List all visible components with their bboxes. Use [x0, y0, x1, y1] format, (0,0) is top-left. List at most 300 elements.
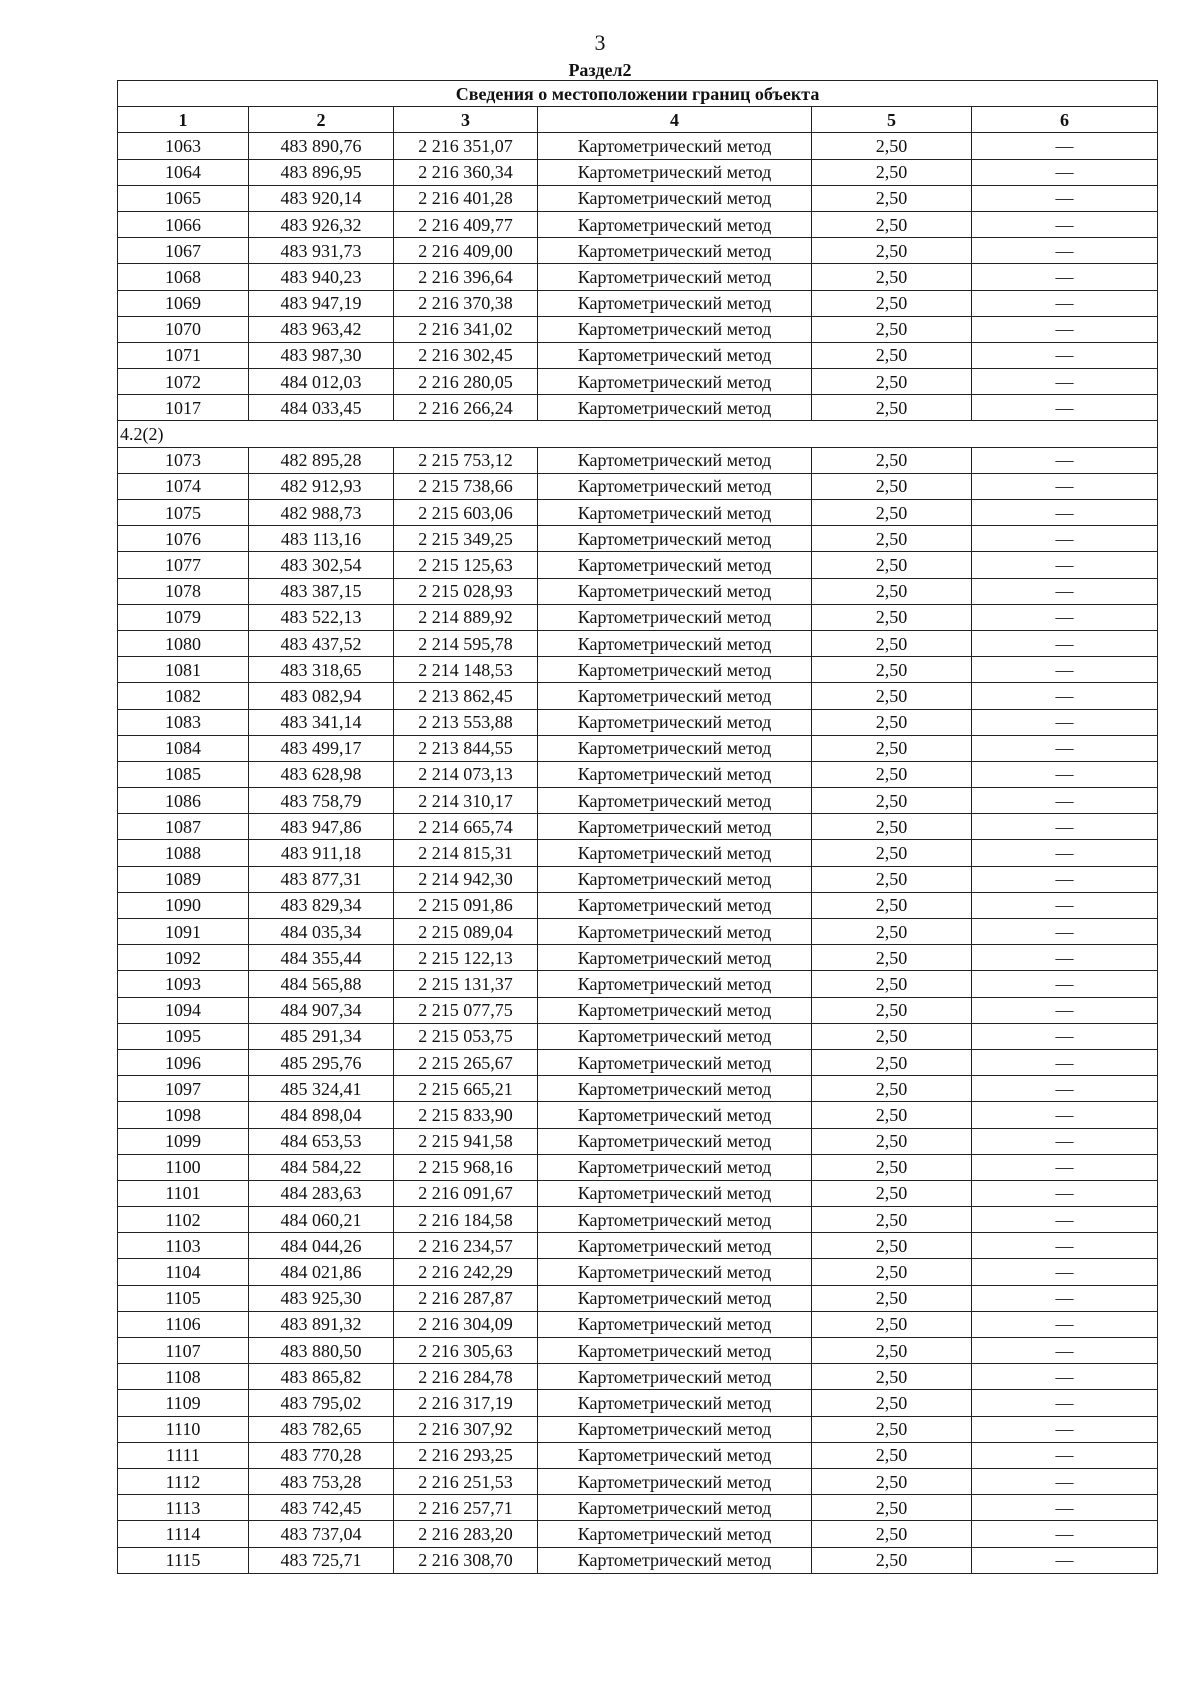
table-cell: 2 216 409,77	[394, 211, 538, 237]
table-cell: —	[972, 735, 1158, 761]
table-row	[118, 1049, 1158, 1075]
table-cell: 2 215 077,75	[394, 997, 538, 1023]
table-row	[118, 1468, 1158, 1494]
table-cell: 484 033,45	[249, 395, 394, 421]
table-cell: Картометрический метод	[538, 1154, 812, 1180]
table-row	[118, 500, 1158, 526]
table-cell: Картометрический метод	[538, 1049, 812, 1075]
table-cell: 1070	[118, 316, 249, 342]
table-row	[118, 1442, 1158, 1468]
table-cell: 2 215 089,04	[394, 919, 538, 945]
table-cell: 1106	[118, 1311, 249, 1337]
table-row	[118, 997, 1158, 1023]
table-cell: 1103	[118, 1233, 249, 1259]
table-cell: 1087	[118, 814, 249, 840]
table-cell: 483 947,19	[249, 290, 394, 316]
table-cell: 2,50	[812, 1233, 972, 1259]
table-cell: —	[972, 1233, 1158, 1259]
table-row	[118, 892, 1158, 918]
table-cell: 2 215 738,66	[394, 473, 538, 499]
table-cell: 2 213 844,55	[394, 735, 538, 761]
table-cell: Картометрический метод	[538, 1338, 812, 1364]
table-cell: 483 113,16	[249, 526, 394, 552]
table-cell: 2,50	[812, 1311, 972, 1337]
table-cell: —	[972, 1390, 1158, 1416]
table-cell: 483 782,65	[249, 1416, 394, 1442]
table-cell: 485 295,76	[249, 1049, 394, 1075]
table-cell: 2,50	[812, 1468, 972, 1494]
table-cell: 2 215 833,90	[394, 1102, 538, 1128]
table-cell: 1108	[118, 1364, 249, 1390]
table-cell: Картометрический метод	[538, 473, 812, 499]
table-cell: —	[972, 578, 1158, 604]
table-cell: 2,50	[812, 578, 972, 604]
table-cell: 483 987,30	[249, 342, 394, 368]
table-row	[118, 185, 1158, 211]
table-cell: 1105	[118, 1285, 249, 1311]
table-cell: 2 215 091,86	[394, 892, 538, 918]
table-cell: 2 216 396,64	[394, 264, 538, 290]
table-row	[118, 971, 1158, 997]
table-cell: —	[972, 919, 1158, 945]
table-cell: 2 216 287,87	[394, 1285, 538, 1311]
table-cell: Картометрический метод	[538, 133, 812, 159]
table-cell: 1080	[118, 630, 249, 656]
table-cell: Картометрический метод	[538, 526, 812, 552]
table-cell: 2,50	[812, 1521, 972, 1547]
table-cell: 2 215 753,12	[394, 447, 538, 473]
table-cell: 2 214 148,53	[394, 657, 538, 683]
table-row	[118, 657, 1158, 683]
table-cell: —	[972, 1049, 1158, 1075]
group-label: 4.2(2)	[118, 421, 1158, 447]
table-cell: 2 214 665,74	[394, 814, 538, 840]
table-cell: —	[972, 1128, 1158, 1154]
table-cell: 2,50	[812, 264, 972, 290]
table-cell: 1064	[118, 159, 249, 185]
table-row	[118, 290, 1158, 316]
table-row	[118, 709, 1158, 735]
table-row	[118, 761, 1158, 787]
table-cell: 1069	[118, 290, 249, 316]
table-cell: 2,50	[812, 1023, 972, 1049]
table-row	[118, 1547, 1158, 1573]
table-row	[118, 1364, 1158, 1390]
table-cell: 2,50	[812, 1049, 972, 1075]
table-cell: Картометрический метод	[538, 395, 812, 421]
table-cell: Картометрический метод	[538, 1259, 812, 1285]
table-row	[118, 1495, 1158, 1521]
table-cell: 1072	[118, 369, 249, 395]
table-cell: 1082	[118, 683, 249, 709]
table-cell: Картометрический метод	[538, 919, 812, 945]
table-row	[118, 1259, 1158, 1285]
table-cell: 2 216 091,67	[394, 1180, 538, 1206]
table-cell: 2,50	[812, 761, 972, 787]
table-cell: —	[972, 264, 1158, 290]
table-cell: 2 215 941,58	[394, 1128, 538, 1154]
table-cell: Картометрический метод	[538, 1102, 812, 1128]
table-cell: 2 214 595,78	[394, 630, 538, 656]
table-cell: 484 565,88	[249, 971, 394, 997]
table-cell: 485 291,34	[249, 1023, 394, 1049]
table-cell: 2 215 028,93	[394, 578, 538, 604]
column-header: 2	[249, 107, 394, 133]
table-cell: 483 829,34	[249, 892, 394, 918]
table-cell: —	[972, 290, 1158, 316]
table-cell: 2,50	[812, 892, 972, 918]
table-cell: 483 753,28	[249, 1468, 394, 1494]
table-row	[118, 945, 1158, 971]
table-row	[118, 159, 1158, 185]
table-cell: 483 758,79	[249, 788, 394, 814]
table-cell: 2,50	[812, 735, 972, 761]
table-cell: —	[972, 238, 1158, 264]
table-row	[118, 1154, 1158, 1180]
table-cell: 2,50	[812, 1207, 972, 1233]
table-row	[118, 1285, 1158, 1311]
table-cell: 483 437,52	[249, 630, 394, 656]
table-cell: 2 216 234,57	[394, 1233, 538, 1259]
table-cell: 2,50	[812, 919, 972, 945]
table-cell: 484 355,44	[249, 945, 394, 971]
table-cell: 2,50	[812, 159, 972, 185]
table-cell: 2 216 370,38	[394, 290, 538, 316]
table-cell: Картометрический метод	[538, 185, 812, 211]
table-cell: 2 214 889,92	[394, 604, 538, 630]
table-cell: Картометрический метод	[538, 342, 812, 368]
table-cell: Картометрический метод	[538, 316, 812, 342]
table-cell: Картометрический метод	[538, 657, 812, 683]
table-row	[118, 866, 1158, 892]
table-cell: Картометрический метод	[538, 1521, 812, 1547]
group-label-row	[118, 421, 1158, 447]
table-cell: 1076	[118, 526, 249, 552]
table-cell: 1077	[118, 552, 249, 578]
table-cell: 1099	[118, 1128, 249, 1154]
table-cell: 2,50	[812, 133, 972, 159]
table-row	[118, 1076, 1158, 1102]
table-cell: 2 216 308,70	[394, 1547, 538, 1573]
table-cell: —	[972, 683, 1158, 709]
table-cell: —	[972, 709, 1158, 735]
table-cell: —	[972, 788, 1158, 814]
table-cell: 483 963,42	[249, 316, 394, 342]
table-cell: 2,50	[812, 1364, 972, 1390]
table-row	[118, 133, 1158, 159]
table-cell: 2 213 553,88	[394, 709, 538, 735]
table-cell: 2 216 401,28	[394, 185, 538, 211]
table-cell: 1066	[118, 211, 249, 237]
table-cell: 483 925,30	[249, 1285, 394, 1311]
table-cell: Картометрический метод	[538, 1442, 812, 1468]
table-cell: Картометрический метод	[538, 552, 812, 578]
table-cell: 2,50	[812, 709, 972, 735]
table-cell: 483 737,04	[249, 1521, 394, 1547]
table-row	[118, 395, 1158, 421]
table-cell: —	[972, 552, 1158, 578]
table-cell: 2,50	[812, 604, 972, 630]
table-cell: 2 216 293,25	[394, 1442, 538, 1468]
table-cell: 484 012,03	[249, 369, 394, 395]
table-row	[118, 1023, 1158, 1049]
table-row	[118, 552, 1158, 578]
table-cell: 2 214 942,30	[394, 866, 538, 892]
table-cell: 2,50	[812, 1128, 972, 1154]
table-cell: —	[972, 761, 1158, 787]
table-cell: 2 216 242,29	[394, 1259, 538, 1285]
table-cell: —	[972, 500, 1158, 526]
column-header: 1	[118, 107, 249, 133]
table-cell: 2,50	[812, 290, 972, 316]
table-row	[118, 630, 1158, 656]
table-cell: 2,50	[812, 342, 972, 368]
table-cell: 2,50	[812, 185, 972, 211]
table-cell: —	[972, 342, 1158, 368]
table-cell: 2 214 310,17	[394, 788, 538, 814]
table-cell: 483 725,71	[249, 1547, 394, 1573]
table-cell: 2,50	[812, 369, 972, 395]
table-row	[118, 919, 1158, 945]
table-cell: 2,50	[812, 1338, 972, 1364]
table-cell: 2,50	[812, 526, 972, 552]
table-cell: Картометрический метод	[538, 1023, 812, 1049]
table-cell: 2,50	[812, 814, 972, 840]
table-cell: 2 216 360,34	[394, 159, 538, 185]
table-row	[118, 526, 1158, 552]
table-cell: 2,50	[812, 683, 972, 709]
table-cell: —	[972, 133, 1158, 159]
table-cell: 1068	[118, 264, 249, 290]
table-cell: 2,50	[812, 1102, 972, 1128]
table-cell: 1093	[118, 971, 249, 997]
table-caption: Сведения о местоположении границ объекта	[118, 81, 1158, 107]
table-cell: 483 341,14	[249, 709, 394, 735]
table-cell: 1088	[118, 840, 249, 866]
table-row	[118, 1521, 1158, 1547]
table-row	[118, 1416, 1158, 1442]
table-cell: Картометрический метод	[538, 683, 812, 709]
table-cell: 2,50	[812, 971, 972, 997]
table-cell: —	[972, 1076, 1158, 1102]
column-header: 3	[394, 107, 538, 133]
table-cell: 2 216 304,09	[394, 1311, 538, 1337]
table-cell: 1100	[118, 1154, 249, 1180]
table-cell: 483 082,94	[249, 683, 394, 709]
table-cell: 483 920,14	[249, 185, 394, 211]
table-cell: —	[972, 185, 1158, 211]
table-cell: 2 216 305,63	[394, 1338, 538, 1364]
table-cell: 484 898,04	[249, 1102, 394, 1128]
table-row	[118, 788, 1158, 814]
table-cell: —	[972, 1547, 1158, 1573]
table-cell: 484 653,53	[249, 1128, 394, 1154]
table-cell: 2 216 251,53	[394, 1468, 538, 1494]
table-cell: Картометрический метод	[538, 264, 812, 290]
table-cell: —	[972, 1154, 1158, 1180]
table-cell: Картометрический метод	[538, 604, 812, 630]
table-cell: 2,50	[812, 447, 972, 473]
table-row	[118, 735, 1158, 761]
table-cell: 2,50	[812, 473, 972, 499]
table-cell: Картометрический метод	[538, 630, 812, 656]
table-row	[118, 1233, 1158, 1259]
table-cell: —	[972, 395, 1158, 421]
table-cell: 483 890,76	[249, 133, 394, 159]
table-row	[118, 238, 1158, 264]
table-cell: 2 215 665,21	[394, 1076, 538, 1102]
table-cell: —	[972, 1364, 1158, 1390]
column-header: 6	[972, 107, 1158, 133]
table-cell: 2,50	[812, 997, 972, 1023]
table-cell: Картометрический метод	[538, 447, 812, 473]
table-cell: —	[972, 526, 1158, 552]
table-cell: 2 216 307,92	[394, 1416, 538, 1442]
table-cell: 1112	[118, 1468, 249, 1494]
table-cell: 2,50	[812, 1076, 972, 1102]
table-cell: 2,50	[812, 866, 972, 892]
table-cell: 1078	[118, 578, 249, 604]
table-row	[118, 1180, 1158, 1206]
table-cell: 1063	[118, 133, 249, 159]
table-cell: —	[972, 892, 1158, 918]
table-cell: 2,50	[812, 1495, 972, 1521]
table-cell: 1090	[118, 892, 249, 918]
table-cell: 1091	[118, 919, 249, 945]
table-cell: 2 216 302,45	[394, 342, 538, 368]
table-cell: —	[972, 630, 1158, 656]
table-cell: —	[972, 1442, 1158, 1468]
table-cell: 484 907,34	[249, 997, 394, 1023]
table-cell: 484 021,86	[249, 1259, 394, 1285]
table-cell: Картометрический метод	[538, 578, 812, 604]
table-cell: Картометрический метод	[538, 1416, 812, 1442]
table-cell: 484 584,22	[249, 1154, 394, 1180]
table-row	[118, 840, 1158, 866]
table-cell: Картометрический метод	[538, 1390, 812, 1416]
table-cell: 2 216 284,78	[394, 1364, 538, 1390]
table-cell: 1073	[118, 447, 249, 473]
table-cell: 2,50	[812, 1180, 972, 1206]
table-row	[118, 369, 1158, 395]
table-cell: Картометрический метод	[538, 1547, 812, 1573]
table-cell: 2,50	[812, 657, 972, 683]
table-cell: Картометрический метод	[538, 971, 812, 997]
table-cell: 2,50	[812, 1442, 972, 1468]
table-cell: 1111	[118, 1442, 249, 1468]
table-cell: 483 926,32	[249, 211, 394, 237]
table-cell: —	[972, 971, 1158, 997]
table-row	[118, 578, 1158, 604]
table-cell: 1083	[118, 709, 249, 735]
table-cell: 483 865,82	[249, 1364, 394, 1390]
table-cell: 2 215 603,06	[394, 500, 538, 526]
table-cell: 483 499,17	[249, 735, 394, 761]
table-cell: 2 215 122,13	[394, 945, 538, 971]
table-cell: 2,50	[812, 1416, 972, 1442]
table-cell: —	[972, 1180, 1158, 1206]
table-cell: 1086	[118, 788, 249, 814]
table-cell: —	[972, 447, 1158, 473]
table-cell: 1098	[118, 1102, 249, 1128]
table-cell: —	[972, 604, 1158, 630]
table-cell: 2,50	[812, 211, 972, 237]
table-cell: 482 988,73	[249, 500, 394, 526]
table-cell: Картометрический метод	[538, 945, 812, 971]
table-cell: 2,50	[812, 1154, 972, 1180]
table-cell: 1114	[118, 1521, 249, 1547]
table-cell: Картометрический метод	[538, 761, 812, 787]
table-cell: 1089	[118, 866, 249, 892]
column-header: 5	[812, 107, 972, 133]
table-cell: Картометрический метод	[538, 1076, 812, 1102]
table-row	[118, 473, 1158, 499]
table-cell: —	[972, 814, 1158, 840]
table-cell: 483 940,23	[249, 264, 394, 290]
table-cell: Картометрический метод	[538, 1180, 812, 1206]
table-cell: Картометрический метод	[538, 892, 812, 918]
table-cell: Картометрический метод	[538, 1495, 812, 1521]
table-cell: 1113	[118, 1495, 249, 1521]
table-row	[118, 814, 1158, 840]
table-caption-row	[118, 81, 1158, 107]
table-cell: Картометрический метод	[538, 735, 812, 761]
table-cell: Картометрический метод	[538, 866, 812, 892]
table-row	[118, 604, 1158, 630]
table-cell: —	[972, 1023, 1158, 1049]
table-cell: 1109	[118, 1390, 249, 1416]
table-cell: 2 214 073,13	[394, 761, 538, 787]
table-cell: 483 947,86	[249, 814, 394, 840]
table-cell: 1067	[118, 238, 249, 264]
table-cell: Картометрический метод	[538, 500, 812, 526]
table-cell: 2 215 125,63	[394, 552, 538, 578]
table-cell: 2,50	[812, 500, 972, 526]
table-cell: 482 895,28	[249, 447, 394, 473]
table-cell: 2 216 266,24	[394, 395, 538, 421]
table-cell: 1094	[118, 997, 249, 1023]
table-cell: —	[972, 657, 1158, 683]
coordinates-table	[117, 80, 1158, 1574]
table-cell: 483 891,32	[249, 1311, 394, 1337]
table-cell: 483 795,02	[249, 1390, 394, 1416]
table-cell: 483 628,98	[249, 761, 394, 787]
table-cell: —	[972, 1416, 1158, 1442]
table-cell: —	[972, 1495, 1158, 1521]
table-cell: 2,50	[812, 1390, 972, 1416]
table-cell: 1017	[118, 395, 249, 421]
table-cell: Картометрический метод	[538, 1207, 812, 1233]
table-cell: 485 324,41	[249, 1076, 394, 1102]
table-cell: —	[972, 316, 1158, 342]
table-cell: —	[972, 1207, 1158, 1233]
table-cell: —	[972, 211, 1158, 237]
table-cell: 1081	[118, 657, 249, 683]
table-cell: 1107	[118, 1338, 249, 1364]
table-cell: 1110	[118, 1416, 249, 1442]
table-cell: —	[972, 1102, 1158, 1128]
table-cell: 1074	[118, 473, 249, 499]
table-cell: 2 216 351,07	[394, 133, 538, 159]
table-cell: 1075	[118, 500, 249, 526]
table-cell: 1097	[118, 1076, 249, 1102]
table-row	[118, 1390, 1158, 1416]
table-row	[118, 342, 1158, 368]
table-cell: 2 216 257,71	[394, 1495, 538, 1521]
table-cell: 2,50	[812, 1259, 972, 1285]
table-cell: 2,50	[812, 1285, 972, 1311]
table-cell: 2 215 265,67	[394, 1049, 538, 1075]
